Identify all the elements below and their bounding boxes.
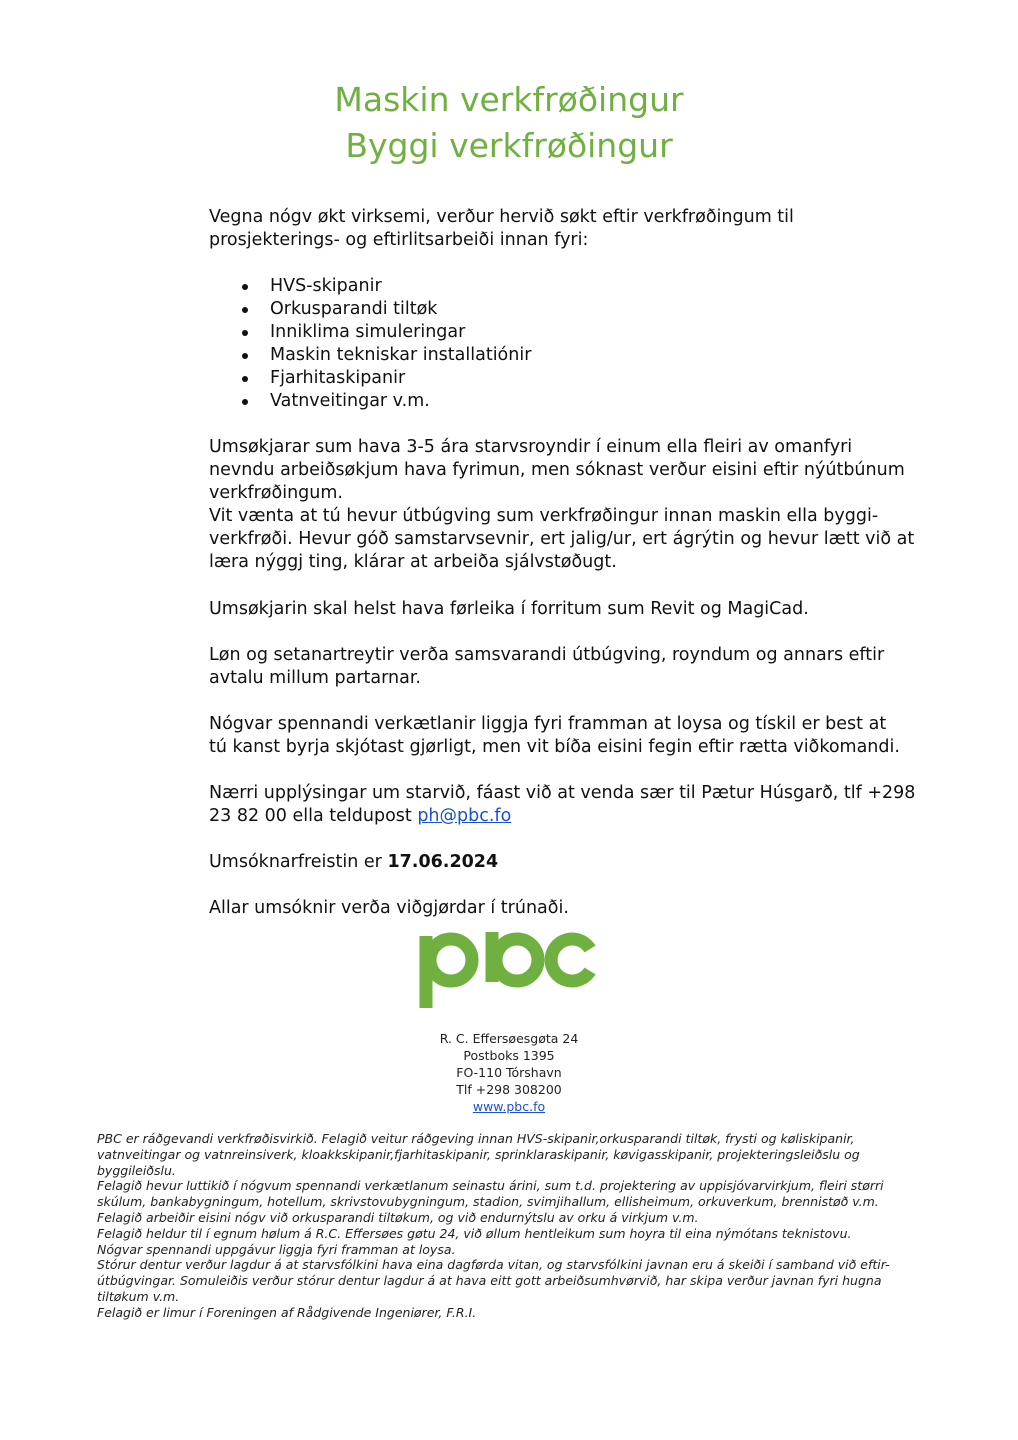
contact-prefix: 23 82 00 ella teldupost: [209, 806, 418, 826]
footer-line: tiltøkum v.m.: [97, 1288, 180, 1304]
contact-line: Nærri upplýsingar um starvið, fáast við at venda sær til Pætur Húsgarð, tlf +298: [209, 783, 916, 803]
footer-line: byggileiðslu.: [97, 1162, 176, 1178]
deadline-date: 17.06.2024: [387, 852, 499, 872]
address-pobox: Postboks 1395: [463, 1048, 555, 1063]
contact-paragraph: [209, 782, 939, 828]
list-item: Fjarhitaskipanir: [240, 367, 531, 390]
deadline-paragraph: [209, 851, 939, 874]
list-item: Vatnveitingar v.m.: [240, 390, 531, 413]
footer-line: útbúgvingar. Somuleiðis verður stórur dentur lagdur á at hava eitt gott arbeiðsumhvørvið, har skipa verður javnan fyri hugna: [97, 1273, 882, 1289]
requirements-line: Umsøkjarar sum hava 3-5 ára starvsroyndir í einum ella fleiri av omanfyri: [209, 437, 853, 457]
footer-line: skúlum, bankabygningum, hotellum, skrivstovubygningum, stadion, svimjihallum, ellisheimum, orkuverkum, brennistøð v.m.: [97, 1194, 879, 1210]
footer-line: Felagið arbeiðir eisini nógv við orkusparandi tiltøkum, og við endurnýtslu av orku á virkjum v.m.: [97, 1209, 699, 1225]
confidential-line: Allar umsóknir verða viðgjørdar í trúnaði.: [209, 898, 569, 918]
requirements-line: nevndu arbeiðsøkjum hava fyrimun, men sóknast verður eisini eftir nýútbúnum: [209, 460, 905, 480]
logo-b-bowl: [496, 939, 538, 981]
address-block: [0, 1030, 1018, 1115]
pbc-logo: [418, 932, 603, 1012]
intro-line: Vegna nógv økt virksemi, verður hervið søkt eftir verkfrøðingum til: [209, 207, 794, 227]
requirements-line: verkfrøðingum.: [209, 483, 343, 503]
footer-line: Felagið hevur luttikið í nógvum spennandi verkætlanum seinastu árini, sum t.d. projektering av uppisjóvarvirkjum, fleiri størri: [97, 1178, 884, 1194]
salary-paragraph: [209, 644, 939, 690]
intro-line: prosjekterings- og eftirlitsarbeiði innan fyri:: [209, 230, 589, 250]
requirements-line: Vit vænta at tú hevur útbúgving sum verkfrøðingur innan maskin ella byggi-: [209, 506, 879, 526]
projects-paragraph: [209, 713, 939, 759]
address-city: FO-110 Tórshavn: [456, 1065, 562, 1080]
footer-line: PBC er ráðgevandi verkfrøðisvirkið. Felagið veitur ráðgeving innan HVS-skipanir,orkusparandi tiltøk, frysti og køliskipanir,: [97, 1131, 855, 1146]
footer-line: Felagið er limur í Foreningen af Rådgivende Ingeniører, F.R.I.: [97, 1304, 477, 1320]
list-item: HVS-skipanir: [240, 275, 531, 298]
salary-line: Løn og setanartreytir verða samsvarandi útbúgving, royndum og annars eftir: [209, 645, 885, 665]
expertise-list: [240, 275, 531, 413]
deadline-line: [209, 851, 939, 874]
salary-line: avtalu millum partarnar.: [209, 668, 421, 688]
email-link[interactable]: ph@pbc.fo: [417, 806, 512, 826]
footer-line: Nógvar spennandi uppgávur liggja fyri framman at loysa.: [97, 1241, 456, 1257]
requirements-paragraph: [209, 436, 939, 574]
confidential-paragraph: [209, 897, 939, 920]
list-item: Orkusparandi tiltøk: [240, 298, 531, 321]
footer-line: Stórur dentur verður lagdur á at starvsfólkini hava eina dagførda vitan, og starvsfólkini javnan eru á skeiði í samband við eftir-: [97, 1257, 890, 1273]
logo-p-bowl: [430, 939, 472, 981]
footer-line: vatnveitingar og vatnreinsiverk, kloakkskipanir,fjarhitaskipanir, sprinklaraskipanir, køvigasskipanir, projekteringsleiðslu og: [97, 1146, 860, 1162]
deadline-label: Umsóknarfreistin er: [209, 852, 388, 872]
address-phone: Tlf +298 308200: [456, 1082, 562, 1097]
footer-line: Felagið heldur til í egnum hølum á R.C. Effersøes gøtu 24, við øllum hentleikum sum hoyra til eina nýmótans teknistovu.: [97, 1225, 852, 1241]
software-paragraph: [209, 598, 939, 621]
projects-line: tú kanst byrja skjótast gjørligt, men vit bíða eisini fegin eftir rætta viðkomandi.: [209, 737, 900, 757]
logo-c: [551, 939, 590, 981]
website-link[interactable]: www.pbc.fo: [472, 1099, 546, 1114]
title-line-2: Byggi verkfrøðingur: [345, 126, 673, 165]
title-line-1: Maskin verkfrøðingur: [334, 80, 684, 119]
requirements-line: verkfrøði. Hevur góð samstarvsevnir, ert jalig/ur, ert ágrýtin og hevur lætt við at: [209, 529, 915, 549]
address-street: R. C. Effersøesgøta 24: [439, 1031, 579, 1046]
list-item: Maskin tekniskar installatiónir: [240, 344, 531, 367]
projects-line: Nógvar spennandi verkætlanir liggja fyri framman at loysa og tískil er best at: [209, 714, 887, 734]
contact-line: [209, 805, 939, 828]
software-line: Umsøkjarin skal helst hava førleika í forritum sum Revit og MagiCad.: [209, 599, 809, 619]
intro-paragraph: [209, 206, 939, 252]
company-description: [97, 1131, 927, 1321]
requirements-line: læra nýggj ting, klárar at arbeiða sjálvstøðugt.: [209, 552, 617, 572]
list-item: Inniklima simuleringar: [240, 321, 531, 344]
